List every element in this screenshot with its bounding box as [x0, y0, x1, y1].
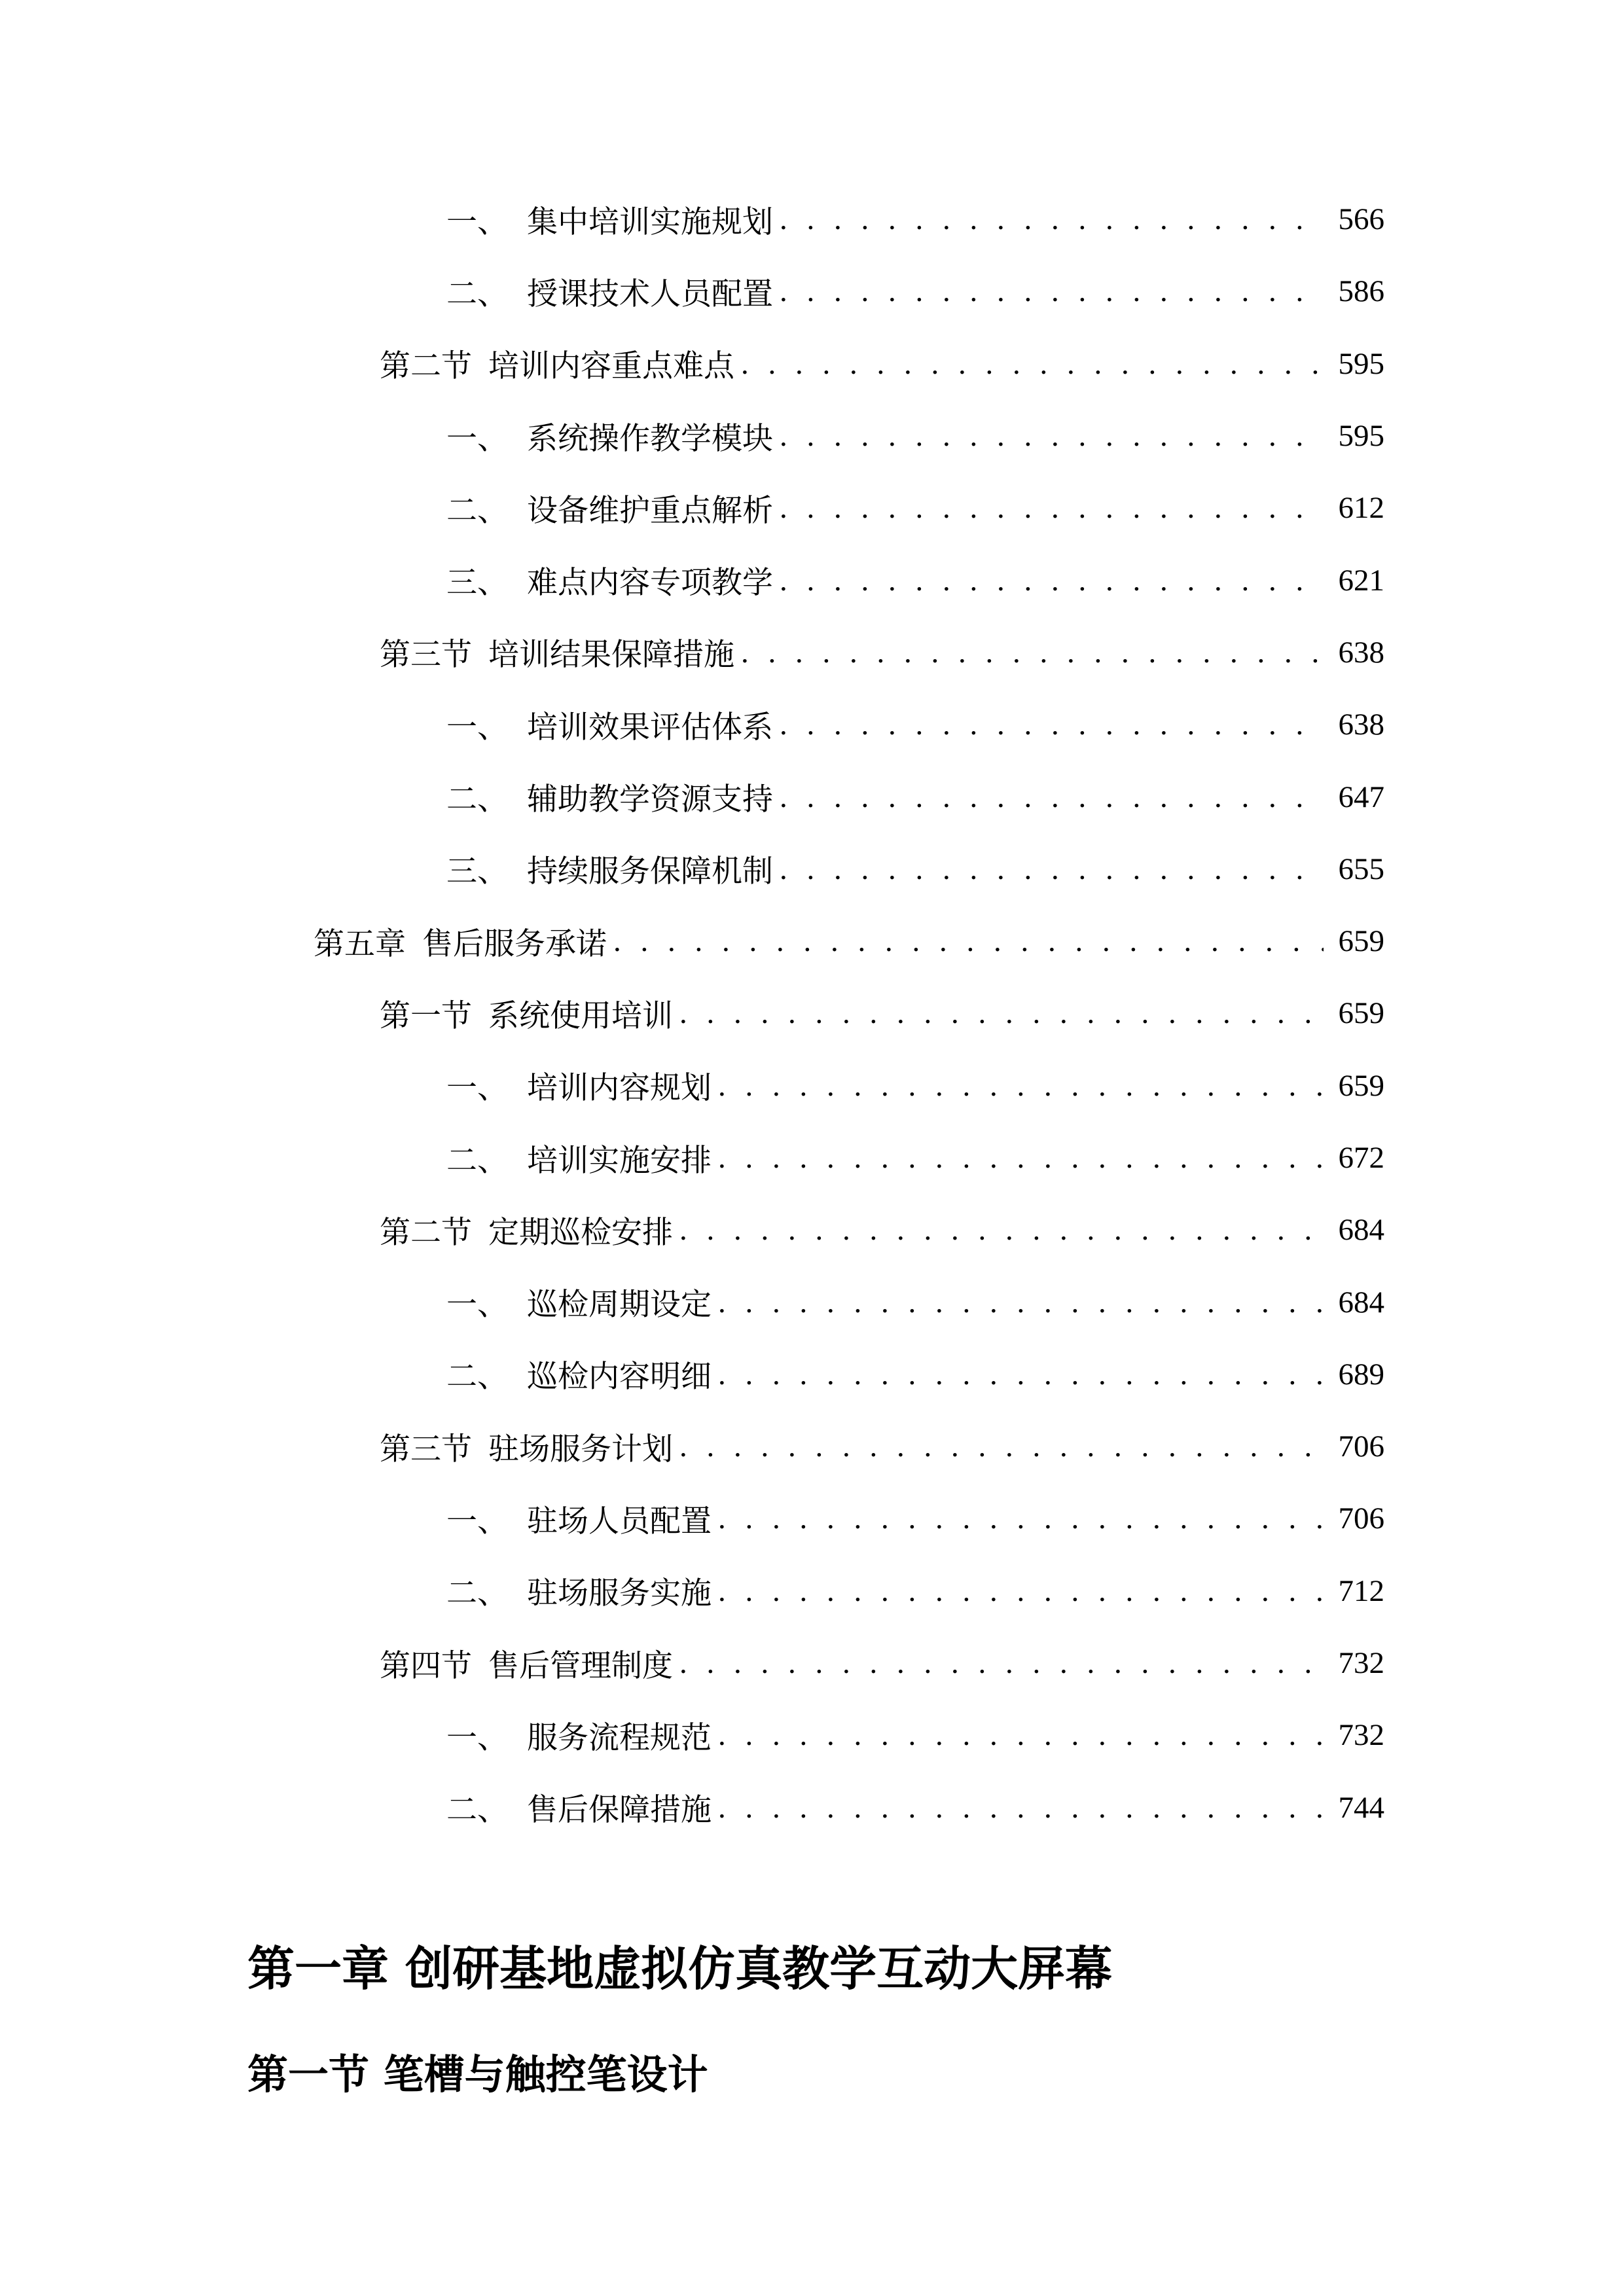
toc-entry-title: 定期巡检安排: [488, 1214, 673, 1251]
toc-entry-title: 辅助教学资源支持: [527, 781, 773, 818]
toc-entry-page-number: 744: [1338, 1790, 1384, 1825]
toc-entry-prefix: 第二节: [380, 348, 472, 385]
table-of-contents: [0, 183, 1624, 1844]
toc-entry-page-number: 672: [1338, 1141, 1384, 1175]
toc-entry-item[interactable]: [0, 1482, 1384, 1554]
toc-entry-label: [446, 558, 773, 602]
toc-entry-page-number: 595: [1338, 419, 1384, 454]
toc-entry-prefix: 一、: [446, 420, 508, 457]
section-heading: 第一节 笔槽与触控笔设计: [247, 2051, 708, 2098]
toc-entry-prefix: 二、: [446, 781, 508, 818]
toc-entry-prefix: 第四节: [380, 1647, 472, 1684]
dot-leader: [780, 852, 1324, 887]
toc-entry-label: [446, 1280, 712, 1324]
toc-entry-label: [446, 1785, 712, 1829]
toc-entry-prefix: 二、: [446, 276, 508, 312]
toc-entry-page-number: 647: [1338, 780, 1384, 814]
toc-entry-title: 培训结果保障措施: [488, 637, 734, 673]
toc-entry-title: 服务流程规范: [527, 1719, 712, 1756]
toc-entry-item[interactable]: [0, 1555, 1384, 1627]
toc-entry-label: [446, 1136, 712, 1180]
toc-entry-prefix: 第一节: [380, 997, 472, 1034]
toc-entry-label: [446, 414, 773, 458]
toc-entry-section[interactable]: [0, 617, 1384, 689]
toc-entry-title: 驻场人员配置: [527, 1503, 712, 1539]
toc-entry-chapter[interactable]: [0, 905, 1384, 977]
toc-entry-prefix: 一、: [446, 204, 508, 240]
toc-entry-prefix: 三、: [446, 853, 508, 890]
toc-entry-item[interactable]: [0, 833, 1384, 905]
toc-entry-page-number: 655: [1338, 852, 1384, 886]
dot-leader: [679, 1645, 1324, 1681]
dot-leader: [780, 780, 1324, 815]
toc-entry-item[interactable]: [0, 1699, 1384, 1771]
toc-entry-item[interactable]: [0, 400, 1384, 472]
dot-leader: [718, 1717, 1324, 1753]
toc-entry-page-number: 659: [1338, 924, 1384, 959]
dot-leader: [718, 1140, 1324, 1175]
toc-entry-item[interactable]: [0, 1266, 1384, 1338]
toc-entry-page-number: 566: [1338, 202, 1384, 237]
toc-entry-label: [446, 1064, 712, 1107]
dot-leader: [780, 202, 1324, 237]
dot-leader: [679, 996, 1324, 1031]
toc-entry-page-number: 621: [1338, 563, 1384, 598]
dot-leader: [718, 1573, 1324, 1609]
toc-entry-title: 驻场服务实施: [527, 1575, 712, 1612]
toc-entry-title: 难点内容专项教学: [527, 565, 773, 601]
toc-entry-page-number: 638: [1338, 708, 1384, 742]
toc-entry-section[interactable]: [0, 328, 1384, 400]
toc-entry-page-number: 595: [1338, 346, 1384, 381]
toc-entry-label: [380, 1425, 673, 1469]
toc-entry-item[interactable]: [0, 689, 1384, 761]
toc-entry-item[interactable]: [0, 1338, 1384, 1410]
toc-entry-label: [446, 1569, 712, 1613]
toc-entry-prefix: 二、: [446, 1359, 508, 1395]
toc-entry-label: [380, 1208, 673, 1252]
toc-entry-title: 售后服务承诺: [422, 925, 607, 962]
dot-leader: [780, 707, 1324, 742]
dot-leader: [718, 1790, 1324, 1825]
toc-entry-label: [380, 342, 734, 386]
toc-entry-title: 持续服务保障机制: [527, 853, 773, 890]
toc-entry-title: 巡检周期设定: [527, 1287, 712, 1323]
toc-entry-title: 培训效果评估体系: [527, 709, 773, 745]
toc-entry-page-number: 684: [1338, 1285, 1384, 1319]
toc-entry-prefix: 二、: [446, 492, 508, 529]
toc-entry-page-number: 732: [1338, 1646, 1384, 1681]
toc-entry-title: 系统使用培训: [488, 997, 673, 1034]
toc-entry-prefix: 第三节: [380, 637, 472, 673]
dot-leader: [613, 924, 1324, 959]
toc-entry-title: 培训实施安排: [527, 1142, 712, 1179]
dot-leader: [718, 1357, 1324, 1392]
dot-leader: [679, 1429, 1324, 1464]
toc-entry-title: 集中培训实施规划: [527, 204, 773, 240]
toc-entry-label: [380, 1641, 673, 1685]
dot-leader: [718, 1285, 1324, 1320]
toc-entry-item[interactable]: [0, 1772, 1384, 1844]
toc-entry-label: [446, 1497, 712, 1541]
toc-entry-section[interactable]: [0, 1194, 1384, 1266]
toc-entry-prefix: 第三节: [380, 1431, 472, 1467]
toc-entry-title: 售后管理制度: [488, 1647, 673, 1684]
toc-entry-title: 巡检内容明细: [527, 1359, 712, 1395]
toc-entry-page-number: 612: [1338, 491, 1384, 526]
toc-entry-item[interactable]: [0, 1122, 1384, 1194]
dot-leader: [780, 418, 1324, 454]
toc-entry-title: 售后保障措施: [527, 1792, 712, 1829]
toc-entry-section[interactable]: [0, 1627, 1384, 1699]
toc-entry-label: [446, 486, 773, 530]
toc-entry-label: [446, 703, 773, 747]
toc-entry-label: [380, 992, 673, 1035]
toc-entry-page-number: 586: [1338, 274, 1384, 309]
dot-leader: [718, 1068, 1324, 1103]
toc-entry-label: [446, 270, 773, 314]
dot-leader: [780, 490, 1324, 526]
toc-entry-title: 培训内容规划: [527, 1070, 712, 1107]
toc-entry-title: 驻场服务计划: [488, 1431, 673, 1467]
toc-entry-page-number: 684: [1338, 1213, 1384, 1247]
dot-leader: [780, 274, 1324, 309]
toc-entry-page-number: 732: [1338, 1718, 1384, 1753]
dot-leader: [718, 1501, 1324, 1536]
toc-entry-section[interactable]: [0, 977, 1384, 1049]
toc-entry-page-number: 638: [1338, 635, 1384, 670]
dot-leader: [741, 346, 1324, 382]
toc-entry-section[interactable]: [0, 1410, 1384, 1482]
toc-entry-page-number: 712: [1338, 1573, 1384, 1608]
toc-entry-item[interactable]: [0, 183, 1384, 255]
toc-entry-prefix: 二、: [446, 1142, 508, 1179]
toc-entry-item[interactable]: [0, 255, 1384, 327]
toc-entry-prefix: 一、: [446, 709, 508, 745]
chapter-heading: 第一章 创研基地虚拟仿真教学互动大屏幕: [247, 1941, 1113, 1996]
toc-entry-page-number: 706: [1338, 1501, 1384, 1536]
toc-entry-title: 系统操作教学模块: [527, 420, 773, 457]
toc-entry-label: [446, 847, 773, 891]
toc-entry-prefix: 一、: [446, 1287, 508, 1323]
toc-entry-item[interactable]: [0, 472, 1384, 544]
toc-entry-prefix: 一、: [446, 1503, 508, 1539]
dot-leader: [780, 563, 1324, 598]
toc-entry-label: [380, 630, 734, 674]
toc-entry-label: [446, 775, 773, 819]
toc-entry-item[interactable]: [0, 544, 1384, 616]
toc-entry-prefix: 三、: [446, 565, 508, 601]
toc-entry-page-number: 689: [1338, 1357, 1384, 1391]
toc-entry-page-number: 659: [1338, 996, 1384, 1031]
toc-entry-label: [446, 1352, 712, 1396]
toc-entry-prefix: 二、: [446, 1792, 508, 1829]
toc-entry-page-number: 706: [1338, 1429, 1384, 1464]
toc-entry-item[interactable]: [0, 1050, 1384, 1122]
toc-entry-prefix: 第五章: [314, 925, 406, 962]
toc-entry-label: [446, 1713, 712, 1757]
toc-entry-page-number: 659: [1338, 1068, 1384, 1103]
toc-entry-prefix: 一、: [446, 1070, 508, 1107]
toc-entry-label: [446, 198, 773, 242]
toc-entry-title: 设备维护重点解析: [527, 492, 773, 529]
dot-leader: [679, 1212, 1324, 1247]
toc-entry-prefix: 二、: [446, 1575, 508, 1612]
toc-entry-item[interactable]: [0, 761, 1384, 833]
toc-entry-prefix: 第二节: [380, 1214, 472, 1251]
toc-entry-title: 培训内容重点难点: [488, 348, 734, 385]
toc-entry-label: [314, 920, 607, 963]
dot-leader: [741, 635, 1324, 670]
toc-entry-title: 授课技术人员配置: [527, 276, 773, 312]
toc-entry-prefix: 一、: [446, 1719, 508, 1756]
